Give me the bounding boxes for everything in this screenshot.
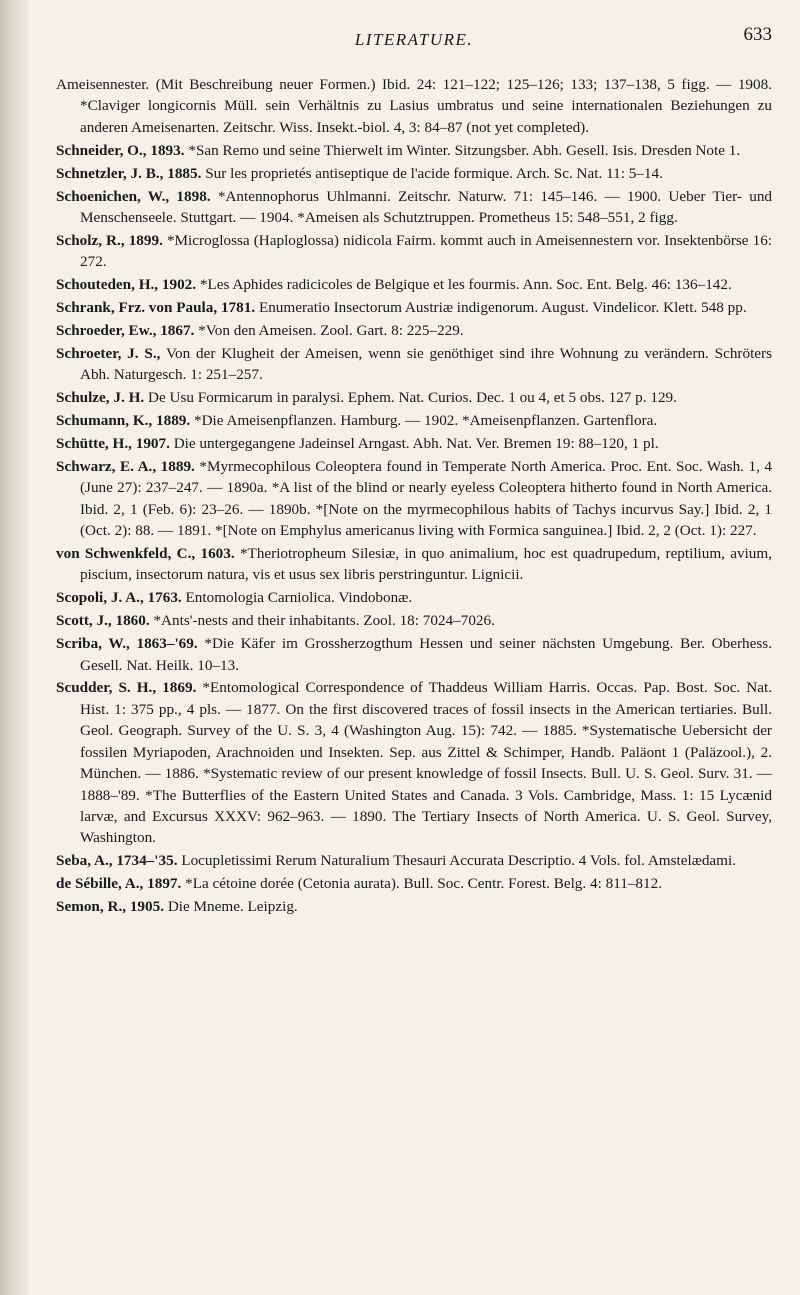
bibliography-entry (56, 230, 772, 273)
entry-text: Sur les proprietés antiseptique de l'acide formique. Arch. Sc. Nat. 11: 5–14. (205, 164, 663, 182)
bibliography-entry (56, 633, 772, 676)
entry-text: Die untergegangene Jadeinsel Arngast. Abh. Nat. Ver. Bremen 19: 88–120, 1 pl. (173, 435, 659, 452)
bibliography-entry (56, 543, 772, 586)
entry-text: Entomologia Carniolica. Vindobonæ. (185, 589, 413, 607)
bibliography-entry (56, 74, 772, 138)
entry-author: Schrank, Frz. von Paula, 1781. (56, 299, 256, 317)
page-number: 633 (743, 24, 772, 45)
bibliography-entry (56, 850, 772, 871)
entry-text: Von der Klugheit der Ameisen, wenn sie genöthiget sind ihre Wohnung zu verändern. Schröters Abh. Naturgesch. 1: 251–257. (80, 344, 772, 384)
entry-text: Die Mneme. Leipzig. (167, 898, 298, 916)
entry-author: Scopoli, J. A., 1763. (56, 589, 182, 607)
entry-text: *Theriotropheum Silesiæ, in quo animalium, hoc est quadrupedum, reptilium, avium, piscium, insectorum natura, vis et usus sex libris perstringuntur. Lignicii. (80, 545, 773, 584)
entry-author: Schütte, H., 1907. (56, 435, 170, 452)
entry-author: de Sébille, A., 1897. (56, 875, 182, 893)
entry-text: *Microglossa (Haploglossa) nidicola Fairm. kommt auch in Ameisennestern vor. Insektenbörse 16: 272. (80, 231, 773, 271)
entry-text: *Antennophorus Uhlmanni. Zeitschr. Naturw. 71: 145–146. — 1900. Ueber Tier- und Menschenseele. Stuttgart. — 1904. *Ameisen als Schutztruppen. Prometheus 15: 548–551, 2 figg. (80, 187, 773, 226)
bibliography-entry (56, 896, 772, 917)
bibliography-entry (56, 433, 772, 454)
entry-author: Schnetzler, J. B., 1885. (56, 164, 202, 182)
bibliography-entry (56, 410, 772, 431)
bibliography-entry (56, 140, 772, 161)
entry-text: Enumeratio Insectorum Austriæ indigenorum. August. Vindelicor. Klett. 548 pp. (258, 299, 747, 317)
bibliography-entry (56, 297, 772, 318)
page (56, 0, 772, 919)
entry-text: *La cétoine dorée (Cetonia aurata). Bull. Soc. Centr. Forest. Belg. 4: 811–812. (185, 875, 662, 893)
bibliography-entry (56, 274, 772, 295)
bibliography-entry (56, 387, 772, 408)
entry-text: *Myrmecophilous Coleoptera found in Temperate North America. Proc. Ent. Soc. Wash. 1, 4 (June 27): 237–247. — 1890a. *A list of the blind or nearly eyeless Coleoptera hitherto found in North America. Ibid. 2, 1 (Feb. 6): 23–26. — 1890b. *[Note on the myrmecophilous habits of Tachys incurvus Say.] Ibid. 2, 1 (Oct. 2): 88. — 1891. *[Note on Emphylus americanus living with Formica sanguinea.] Ibid. 2, 2 (Oct. 1): 227. (80, 457, 772, 540)
bibliography-entry (56, 456, 772, 542)
entry-author: Semon, R., 1905. (56, 898, 165, 916)
entry-author: Schroeter, J. S., (56, 344, 161, 362)
bibliography-entry (56, 343, 772, 386)
bibliography-entry (56, 677, 772, 848)
binding-gutter (0, 0, 28, 1295)
page-header (56, 0, 772, 56)
running-title: LITERATURE. (354, 30, 474, 49)
entry-author: Schumann, K., 1889. (56, 412, 191, 430)
entry-author: Schneider, O., 1893. (56, 141, 185, 159)
bibliography-entry (56, 610, 772, 631)
bibliography-list (56, 74, 772, 917)
entry-text: *Die Käfer im Grossherzogthum Hessen und seiner nächsten Umgebung. Ber. Oberhess. Gesell. Nat. Heilk. 10–13. (80, 635, 772, 674)
entry-author: Scudder, S. H., 1869. (56, 679, 197, 697)
entry-author: Scholz, R., 1899. (56, 231, 163, 249)
entry-author: Schwarz, E. A., 1889. (56, 457, 195, 475)
bibliography-entry (56, 873, 772, 894)
bibliography-entry (56, 587, 772, 608)
entry-author: Schulze, J. H. (56, 389, 145, 407)
entry-author: Schouteden, H., 1902. (56, 276, 197, 294)
entry-author: Seba, A., 1734–'35. (56, 852, 178, 870)
entry-text: Ameisennester. (Mit Beschreibung neuer Formen.) Ibid. 24: 121–122; 125–126; 133; 137–138, 5 figg. — 1908. *Claviger longicornis Müll. sein Verhältnis zu Lasius umbratus und seine internationalen Beziehungen zu anderen Ameisenarten. Zeitschr. Wiss. Insekt.-biol. 4, 3: 84–87 (not yet completed). (56, 76, 772, 136)
entry-text: *San Remo und seine Thierwelt im Winter. Sitzungsber. Abh. Gesell. Isis. Dresden Note 1. (188, 141, 741, 159)
bibliography-entry (56, 320, 772, 341)
bibliography-entry (56, 186, 772, 229)
entry-text: *Les Aphides radicicoles de Belgique et les fourmis. Ann. Soc. Ent. Belg. 46: 136–142. (199, 276, 732, 294)
entry-text: *Entomological Correspondence of Thaddeus William Harris. Occas. Pap. Bost. Soc. Nat. Hist. 1: 375 pp., 4 pls. — 1877. On the first discovered traces of fossil insects in the American tertiaries. Bull. Geol. Geograph. Survey of the U. S. 3, 4 (Washington Aug. 15): 742. — 1885. *Systematische Uebersicht der fossilen Myriapoden, Arachnoiden und Insekten. Sep. aus Zittel & Schimper, Handb. Paläont 1 (Paläzool.), 2. München. — 1886. *Systematic review of our present knowledge of fossil Insects. Bull. U. S. Geol. Surv. 31. — 1888–'89. *The Butterflies of the Eastern United States and Canada. 3 Vols. Cambridge, Mass. 1: 15 Lycænid larvæ, and Excursus XXXV: 962–963. — 1890. The Tertiary Insects of North America. U. S. Geol. Survey, Washington. (80, 679, 772, 847)
entry-text: *Von den Ameisen. Zool. Gart. 8: 225–229. (198, 321, 464, 339)
entry-author: Schoenichen, W., 1898. (56, 187, 211, 205)
entry-author: Scriba, W., 1863–'69. (56, 635, 198, 653)
entry-text: De Usu Formicarum in paralysi. Ephem. Nat. Curios. Dec. 1 ou 4, et 5 obs. 127 p. 129. (147, 389, 677, 407)
entry-author: von Schwenkfeld, C., 1603. (56, 545, 235, 563)
entry-author: Scott, J., 1860. (56, 612, 150, 630)
entry-text: *Ants'-nests and their inhabitants. Zool. 18: 7024–7026. (153, 612, 495, 630)
entry-author: Schroeder, Ew., 1867. (56, 321, 195, 339)
entry-text: Locupletissimi Rerum Naturalium Thesauri Accurata Descriptio. 4 Vols. fol. Amstelædami. (181, 852, 736, 870)
bibliography-entry (56, 163, 772, 184)
entry-text: *Die Ameisenpflanzen. Hamburg. — 1902. *Ameisenpflanzen. Gartenflora. (194, 412, 658, 430)
